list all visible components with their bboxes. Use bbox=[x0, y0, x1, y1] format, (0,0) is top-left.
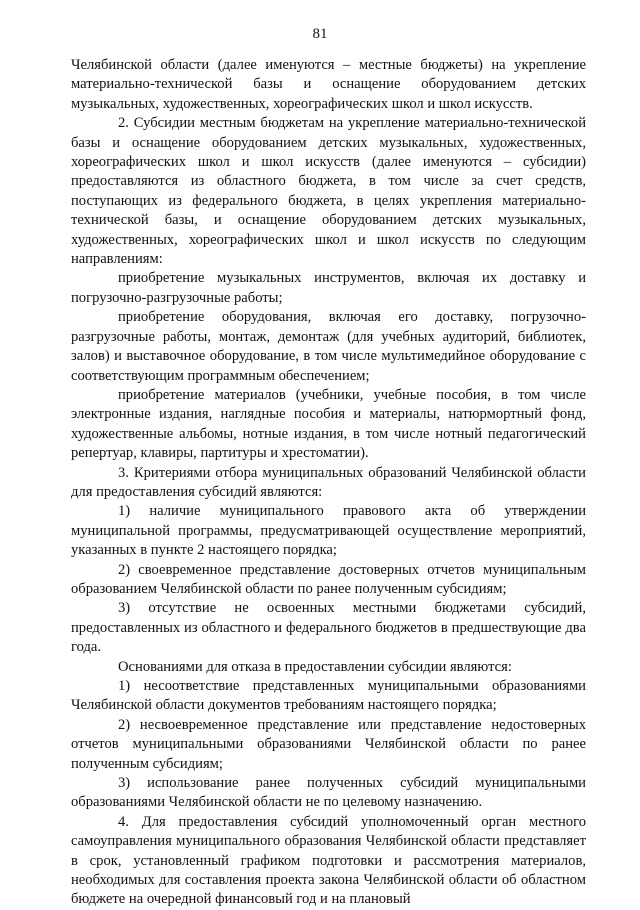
paragraph-14: 4. Для предоставления субсидий уполномоченный орган местного самоуправления муниципального образования Челябинской области представляет в срок, установленный графиком подготовки и рассмотрения материалов, необходимых для составления проекта закона Челябинской области об областном бюджете на очередной финансовый год и на плановый bbox=[71, 813, 586, 908]
paragraph-3: приобретение музыкальных инструментов, включая их доставку и погрузочно-разгрузочные работы; bbox=[71, 270, 586, 306]
paragraph-4: приобретение оборудования, включая его доставку, погрузочно-разгрузочные работы, монтаж, демонтаж (для учебных аудиторий, библиотек, залов) и выставочное оборудование, в том числе мультимедийное оборудование с соответствующим программным обеспечением; bbox=[71, 309, 586, 384]
paragraph-10: Основаниями для отказа в предоставлении субсидии являются: bbox=[118, 658, 512, 675]
paragraph-11: 1) несоответствие представленных муниципальными образованиями Челябинской области документов требованиям настоящего порядка; bbox=[71, 678, 586, 714]
paragraph-1: Челябинской области (далее именуются – местные бюджеты) на укрепление материально-технической базы и оснащение оборудованием детских музыкальных, художественных, хореографических школ и школ искусств. bbox=[71, 57, 586, 112]
document-body bbox=[71, 56, 586, 910]
paragraph-13: 3) использование ранее полученных субсидий муниципальными образованиями Челябинской области не по целевому назначению. bbox=[71, 775, 586, 811]
page-number: 81 bbox=[312, 26, 328, 42]
paragraph-5: приобретение материалов (учебники, учебные пособия, в том числе электронные издания, наглядные пособия и материалы, натюрмортный фонд, художественные альбомы, нотные издания, в том числе нотный педагогический репертуар, клавиры, партитуры и хрестоматии). bbox=[71, 386, 586, 462]
paragraph-2: 2. Субсидии местным бюджетам на укрепление материально-технической базы и оснащение оборудованием детских музыкальных, художественных, хореографических школ и школ искусств (далее именуются – субсидии) предоставляются из областного бюджета, в том числе за счет средств, поступающих из федерального бюджета, в целях укрепления материально-технической базы, и оснащение оборудованием детских музыкальных, художественных, хореографических школ и школ искусств по следующим направлениям: bbox=[71, 115, 586, 268]
paragraph-6: 3. Критериями отбора муниципальных образований Челябинской области для предоставления субсидий являются: bbox=[71, 464, 586, 500]
paragraph-7: 1) наличие муниципального правового акта об утверждении муниципальной программы, предусматривающей осуществление мероприятий, указанных в пункте 2 настоящего порядка; bbox=[71, 503, 586, 559]
paragraph-12: 2) несвоевременное представление или представление недостоверных отчетов муниципальными образованиями Челябинской области по ранее полученным субсидиям; bbox=[71, 716, 586, 772]
paragraph-8: 2) своевременное представление достоверных отчетов муниципальным образованием Челябинской области по ранее полученным субсидиям; bbox=[71, 561, 586, 597]
paragraph-9: 3) отсутствие не освоенных местными бюджетами субсидий, предоставленных из областного и федерального бюджетов в предшествующие два года. bbox=[71, 600, 586, 656]
